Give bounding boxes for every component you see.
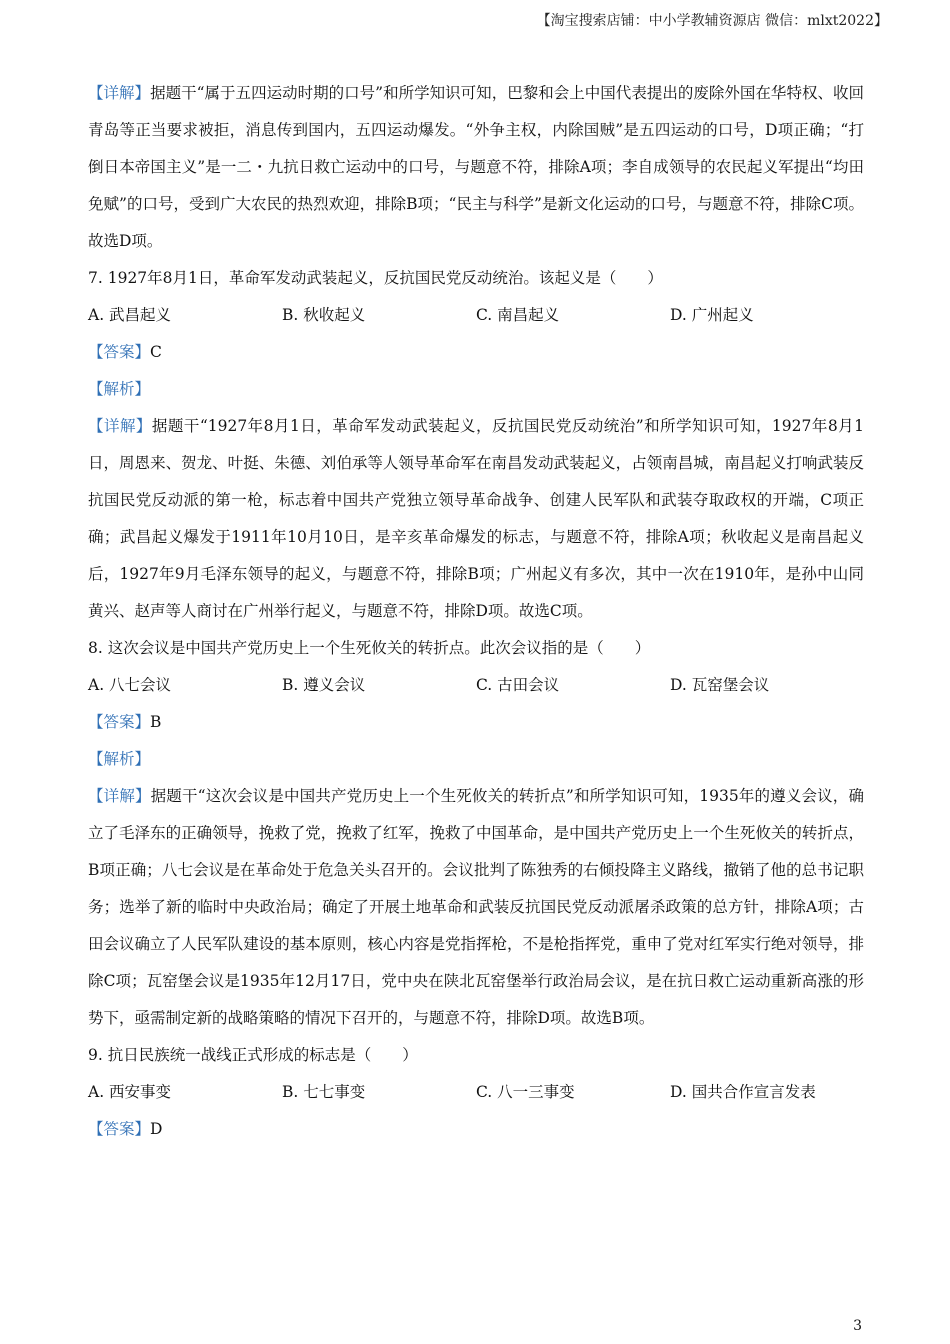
q8-answer-line [88, 704, 864, 741]
q9-answer: D [150, 1120, 163, 1138]
q9-answer-line [88, 1111, 864, 1148]
page-number: 3 [853, 1318, 862, 1334]
q7-option-c: C. 南昌起义 [476, 306, 560, 324]
q8-option-b: B. 遵义会议 [282, 676, 366, 694]
page-header: 【淘宝搜索店铺：中小学教辅资源店 微信：mlxt2022】 [536, 13, 888, 29]
q7-detail-paragraph [88, 408, 864, 630]
q8-detail-text: 据题干“这次会议是中国共产党历史上一个生死攸关的转折点”和所学知识可知，1935年的遵义会议，确立了毛泽东的正确领导，挽救了党，挽救了红军，挽救了中国革命，是中国共产党历史上一个生死攸关的转折点，B项正确；八七会议是在革命处于危急关头召开的。会议批判了陈独秀的右倾投降主义路线，撤销了他的总书记职务；选举了新的临时中央政治局；确定了开展土地革命和武装反抗国民党反动派屠杀政策的总方针，排除A项；古田会议确立了人民军队建设的基本原则，核心内容是党指挥枪，不是枪指挥党，重申了党对红军实行绝对领导，排除C项；瓦窑堡会议是1935年12月17日，党中央在陕北瓦窑堡举行政治局会议，是在抗日救亡运动重新高涨的形势下，亟需制定新的战略策略的情况下召开的，与题意不符，排除D项。故选B项。 [88, 787, 864, 1027]
analysis-tag: 【解析】 [88, 380, 151, 398]
answer-tag: 【答案】 [88, 713, 151, 731]
q7-options [88, 297, 864, 334]
q9-option-b: B. 七七事变 [282, 1083, 366, 1101]
q8-option-a: A. 八七会议 [88, 676, 172, 694]
q9-options [88, 1074, 864, 1111]
q9-option-c: C. 八一三事变 [476, 1083, 575, 1101]
q8-answer: B [150, 713, 162, 731]
detail-tag: 【详解】 [88, 417, 152, 435]
q7-option-d: D. 广州起义 [670, 306, 754, 324]
detail-tag: 【详解】 [88, 787, 151, 805]
q8-options [88, 667, 864, 704]
q8-option-c: C. 古田会议 [476, 676, 560, 694]
q7-option-a: A. 武昌起义 [88, 306, 172, 324]
q8-question: 8. 这次会议是中国共产党历史上一个生死攸关的转折点。此次会议指的是（ ） [88, 639, 651, 657]
q9-question: 9. 抗日民族统一战线正式形成的标志是（ ） [88, 1046, 418, 1064]
answer-tag: 【答案】 [88, 343, 151, 361]
q7-answer: C [150, 343, 162, 361]
answer-tag: 【答案】 [88, 1120, 151, 1138]
q6-detail-text: 据题干“属于五四运动时期的口号”和所学知识可知，巴黎和会上中国代表提出的废除外国在华特权、收回青岛等正当要求被拒，消息传到国内，五四运动爆发。“外争主权，内除国贼”是五四运动的口号，D项正确；“打倒日本帝国主义”是一二・九抗日救亡运动中的口号，与题意不符，排除A项；李自成领导的农民起义军提出“均田免赋”的口号，受到广大农民的热烈欢迎，排除B项；“民主与科学”是新文化运动的口号，与题意不符，排除C项。故选D项。 [88, 84, 864, 250]
detail-tag: 【详解】 [88, 84, 151, 102]
q6-detail-paragraph [88, 75, 864, 260]
q7-analysis-line [88, 371, 864, 408]
q7-option-b: B. 秋收起义 [282, 306, 366, 324]
q8-detail-paragraph [88, 778, 864, 1037]
q8-option-d: D. 瓦窑堡会议 [670, 676, 770, 694]
q9-option-d: D. 国共合作宣言发表 [670, 1083, 816, 1101]
q7-detail-text: 据题干“1927年8月1日，革命军发动武装起义，反抗国民党反动统治”和所学知识可知，1927年8月1日，周恩来、贺龙、叶挺、朱德、刘伯承等人领导革命军在南昌发动武装起义，占领南昌城，南昌起义打响武装反抗国民党反动派的第一枪，标志着中国共产党独立领导革命战争、创建人民军队和武装夺取政权的开端，C项正确；武昌起义爆发于1911年10月10日，是辛亥革命爆发的标志，与题意不符，排除A项；秋收起义是南昌起义后，1927年9月毛泽东领导的起义，与题意不符，排除B项；广州起义有多次，其中一次在1910年，是孙中山同黄兴、赵声等人商讨在广州举行起义，与题意不符，排除D项。故选C项。 [88, 417, 864, 620]
q7-answer-line [88, 334, 864, 371]
document-body [88, 75, 864, 1148]
q8-analysis-line [88, 741, 864, 778]
q7-question: 7. 1927年8月1日，革命军发动武装起义，反抗国民党反动统治。该起义是（ ） [88, 269, 663, 287]
q9-option-a: A. 西安事变 [88, 1083, 172, 1101]
analysis-tag: 【解析】 [88, 750, 151, 768]
